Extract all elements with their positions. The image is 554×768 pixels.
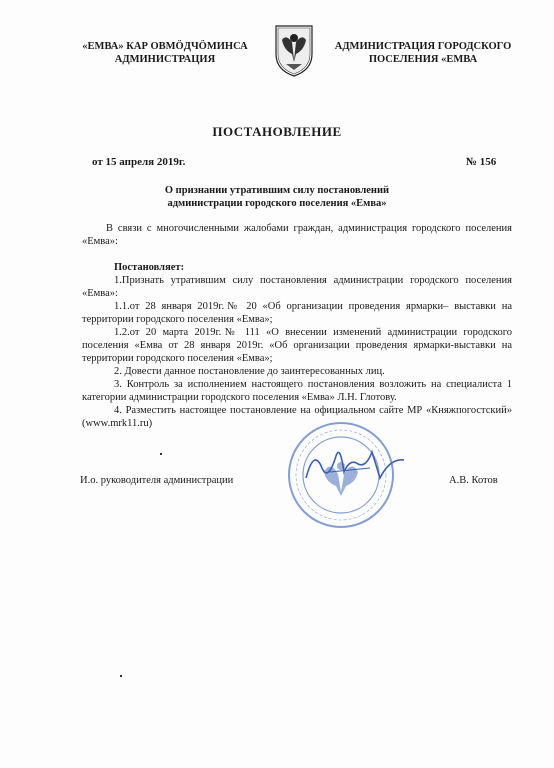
resolve-heading: Постановляет:: [114, 262, 185, 273]
document-date: от 15 апреля 2019г.: [92, 156, 186, 168]
item-1: 1.Признать утратившим силу постановления администрации городского поселения «Емва»:: [82, 275, 512, 299]
item-4: 4. Разместить настоящее постановление на официальном сайте МР «Княжпогостский» (www.mrk11.ru): [82, 405, 512, 429]
item-1-1: 1.1.от 28 января 2019г.№ 20 «Об организации проведения ярмарки– выставки на территории городского поселения «Емва»;: [82, 301, 512, 325]
intro-paragraph: В связи с многочисленными жалобами граждан, администрация городского поселения «Емва»:: [82, 223, 512, 247]
header-right: [327, 40, 519, 66]
document-title: ПОСТАНОВЛЕНИЕ: [212, 124, 342, 139]
header-left: [70, 40, 260, 66]
ink-dot: [160, 453, 162, 455]
signatory-name: А.В. Котов: [449, 475, 498, 486]
signatory-position: И.о. руководителя администрации: [80, 475, 234, 486]
subject-line1: О признании утратившим силу постановлений: [164, 185, 390, 196]
item-3: 3. Контроль за исполнением настоящего постановления возложить на специалиста 1 категории администрации городского поселения «Емва» Л.Н. Глотову.: [82, 379, 512, 403]
subject-line2: администрации городского поселения «Емва»: [167, 198, 387, 209]
header-right-line2: ПОСЕЛЕНИЯ «ЕМВА: [368, 54, 478, 65]
signature-icon: [300, 438, 410, 488]
header-left-line2: АДМИНИСТРАЦИЯ: [114, 54, 216, 65]
ink-dot: [120, 675, 122, 677]
item-1-2: 1.2.от 20 марта 2019г.№ 111 «О внесении изменений администрации городского поселения «Емва от 28 января 2019г. «Об организации проведения ярмарки-выставки на территории городского поселения «Емва»;: [82, 327, 512, 364]
komi-emblem-icon: [272, 20, 316, 78]
item-2: 2. Довести данное постановление до заинтересованных лиц.: [114, 366, 385, 377]
header-right-line1: АДМИНИСТРАЦИЯ ГОРОДСКОГО: [334, 41, 512, 52]
document-number: № 156: [466, 156, 497, 168]
header-left-line1: «ЕМВА» КАР ОВМӦДЧӦМИНСА: [82, 41, 248, 52]
document-subject: [0, 184, 554, 210]
